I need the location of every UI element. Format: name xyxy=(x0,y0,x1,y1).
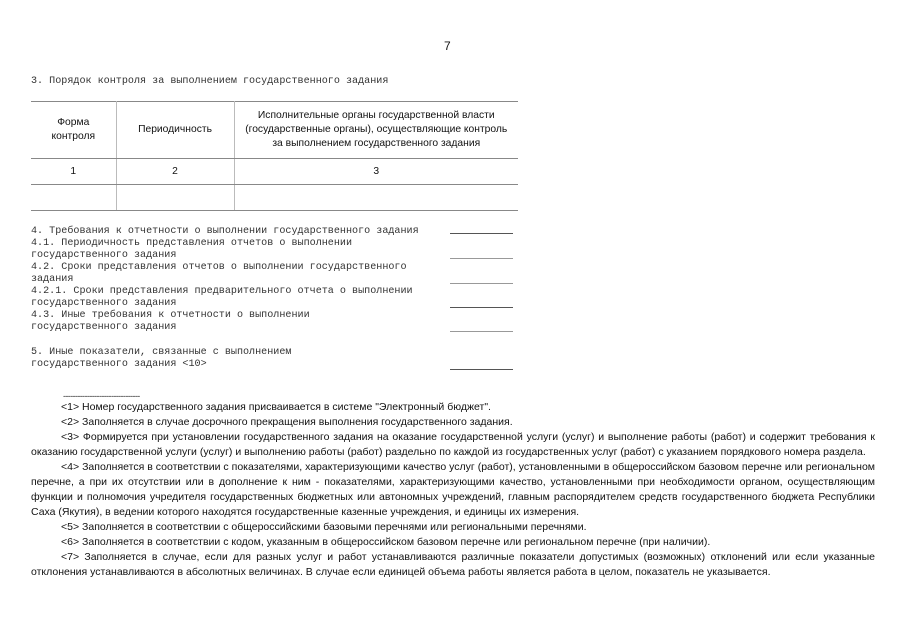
footnote-separator: -------------------------------- xyxy=(63,391,140,401)
item-4-2-line-1: 4.2. Сроки представления отчетов о выполнении государственного xyxy=(31,262,407,273)
section4-blank-line xyxy=(450,233,513,234)
header-periodicity: Периодичность xyxy=(116,102,234,159)
item-4-3-line-2: государственного задания xyxy=(31,322,177,333)
table-row xyxy=(31,159,518,185)
item-4-2-line-2: задания xyxy=(31,274,74,285)
footnote-1: <1> Номер государственного задания присваивается в системе "Электронный бюджет". xyxy=(61,401,491,413)
item-4-2-1-blank-line xyxy=(450,307,513,308)
footnote-5: <5> Заполняется в соответствии с общероссийскими базовыми перечнями или региональными перечнями. xyxy=(61,521,587,533)
header-form-of-control: Форма контроля xyxy=(31,102,116,159)
table-row xyxy=(31,185,518,211)
item-4-2-blank-line xyxy=(450,283,513,284)
section5-blank-line xyxy=(450,369,513,370)
item-4-3-line-1: 4.3. Иные требования к отчетности о выполнении xyxy=(31,310,310,321)
page-number: 7 xyxy=(444,39,451,53)
footnote-4: <4> Заполняется в соответствии с показателями, характеризующими качество услуг (работ), установленными в общероссийском базовом перечне или региональном перечне, а при их отсутствии или в дополнение к ним - показателями, характеризующими качество, установленными при необходимости органом, осуществляющим функции и полномочия учредителя государственных бюджетных или автономных учреждений, главным распорядителем средств государственного бюджета Республики Саха (Якутия), в ведении которого находятся государственные казенные учреждения, и единицы их измерения. xyxy=(31,461,875,518)
item-4-3-blank-line xyxy=(450,331,513,332)
item-4-2-1-line-1: 4.2.1. Сроки представления предварительного отчета о выполнении xyxy=(31,286,413,297)
item-4-1-line-1: 4.1. Периодичность представления отчетов о выполнении xyxy=(31,238,353,249)
header-executive-bodies: Исполнительные органы государственной власти (государственные органы), осуществляющие контроль за выполнением государственного задания xyxy=(234,102,518,159)
table-cell-empty xyxy=(234,185,518,211)
section5-line-1: 5. Иные показатели, связанные с выполнением xyxy=(31,347,292,358)
control-table xyxy=(31,101,518,211)
footnotes xyxy=(31,400,875,580)
footnote-6: <6> Заполняется в соответствии с кодом, указанным в общероссийском базовом перечне или региональном перечне (при наличии). xyxy=(61,536,711,548)
table-cell-empty xyxy=(31,185,116,211)
footnote-7: <7> Заполняется в случае, если для разных услуг и работ устанавливаются различные показатели допустимых (возможных) отклонений или если указанные отклонения устанавливаются в абсолютных величинах. В случае если единицей объема работы является работа в целом, показатель не указывается. xyxy=(31,551,875,578)
column-number-3: 3 xyxy=(234,159,518,185)
footnote-3: <3> Формируется при установлении государственного задания на оказание государственной услуги (услуг) и выполнение работы (работ) и содержит требования к оказанию государственной услуги (услуг) и выполнению работы (работ) раздельно по каждой из государственных услуг (работ) с указанием порядкового номера раздела. xyxy=(31,431,875,458)
section4-title: 4. Требования к отчетности о выполнении государственного задания xyxy=(31,226,419,237)
section3-title: 3. Порядок контроля за выполнением государственного задания xyxy=(31,76,389,87)
column-number-1: 1 xyxy=(31,159,116,185)
table-cell-empty xyxy=(116,185,234,211)
section5-line-2: государственного задания <10> xyxy=(31,359,207,370)
footnote-2: <2> Заполняется в случае досрочного прекращения выполнения государственного задания. xyxy=(61,416,513,428)
item-4-2-1-line-2: государственного задания xyxy=(31,298,177,309)
item-4-1-line-2: государственного задания xyxy=(31,250,177,261)
item-4-1-blank-line xyxy=(450,258,513,259)
table-header-row xyxy=(31,102,518,159)
column-number-2: 2 xyxy=(116,159,234,185)
